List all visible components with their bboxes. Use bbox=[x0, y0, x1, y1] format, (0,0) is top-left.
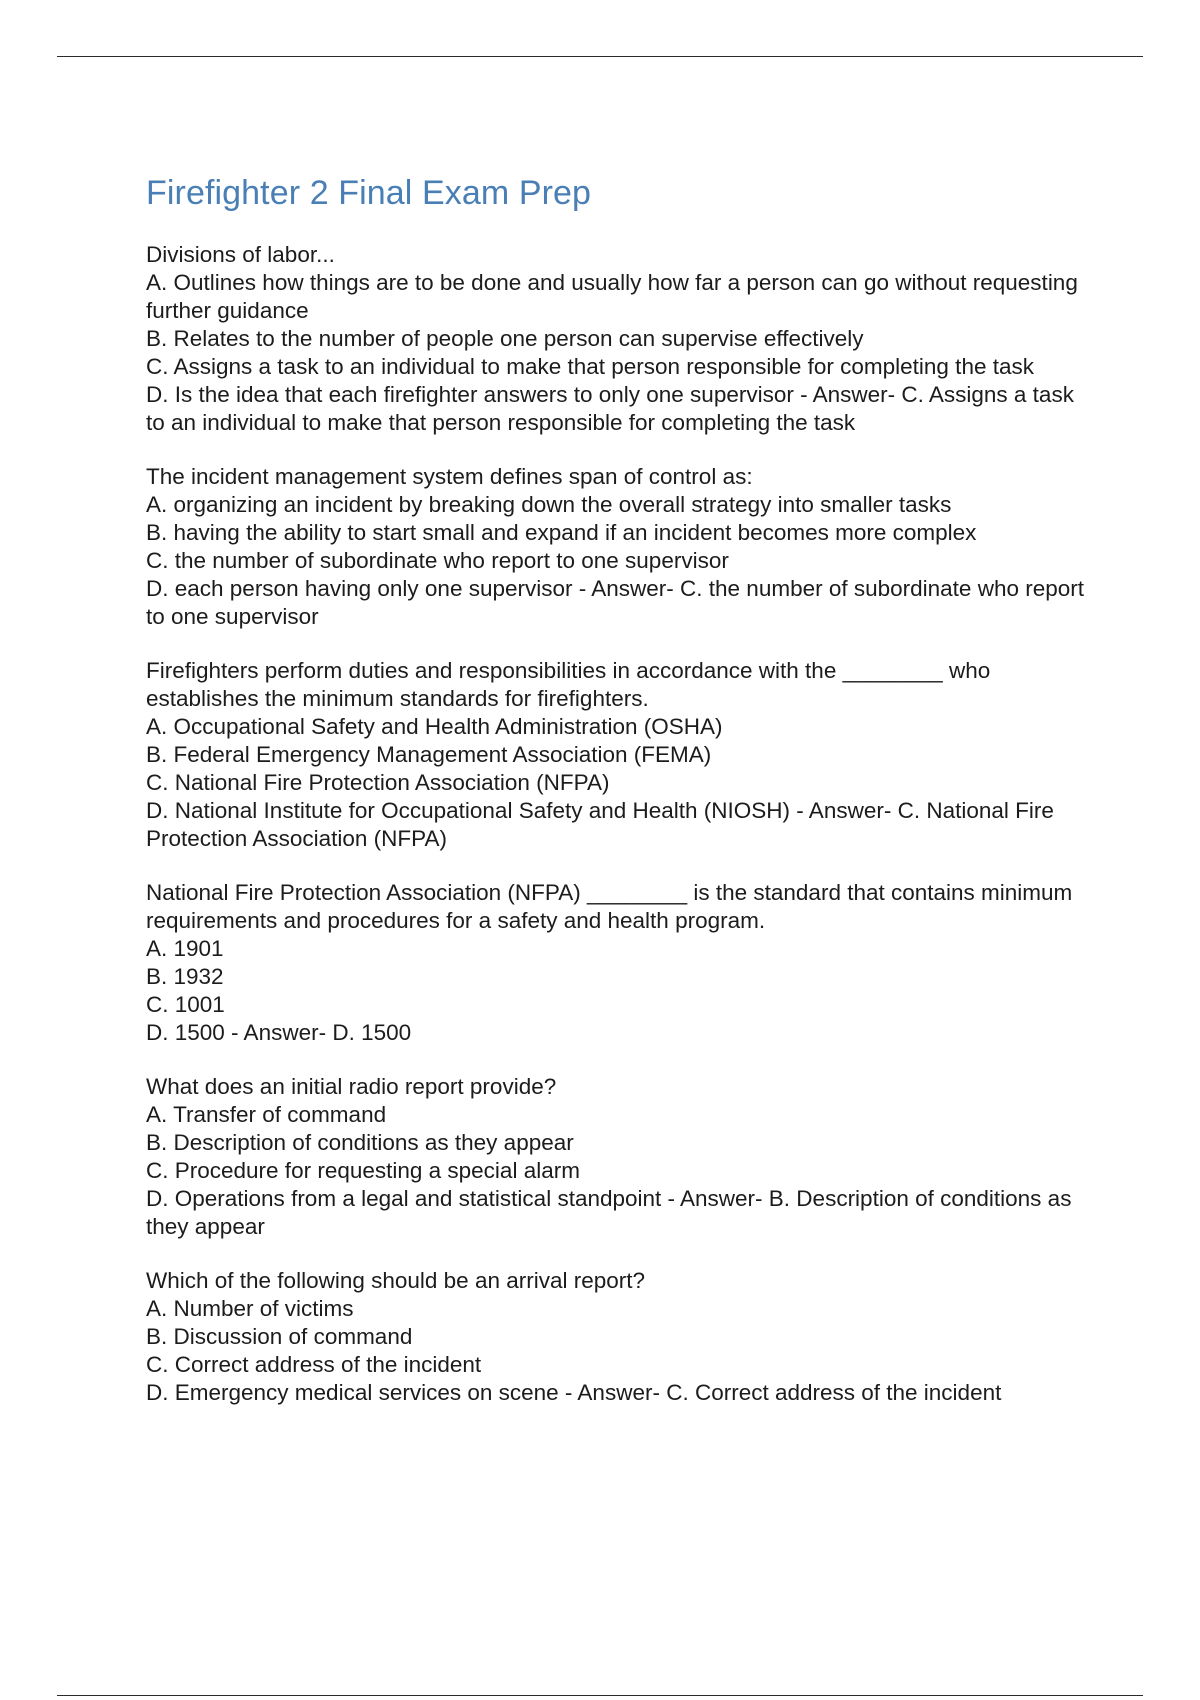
page-title: Firefighter 2 Final Exam Prep bbox=[146, 174, 592, 212]
question-block-5 bbox=[146, 1073, 1096, 1241]
question-text: Firefighters perform duties and responsibilities in accordance with the ________ who establishes the minimum standards for firefighters. bbox=[146, 658, 991, 711]
question-text: National Fire Protection Association (NFPA) ________ is the standard that contains minimum requirements and procedures for a safety and health program. bbox=[146, 880, 1073, 933]
option-a: A. Transfer of command bbox=[146, 1102, 387, 1127]
question-block-6 bbox=[146, 1267, 1096, 1407]
question-block-2 bbox=[146, 463, 1096, 631]
option-c: C. 1001 bbox=[146, 992, 225, 1017]
option-b: B. Description of conditions as they appear bbox=[146, 1130, 574, 1155]
option-d-with-answer: D. Is the idea that each firefighter answers to only one supervisor - Answer- C. Assigns a task to an individual to make that person responsible for completing the task bbox=[146, 382, 1074, 435]
option-b: B. Relates to the number of people one person can supervise effectively bbox=[146, 326, 864, 351]
question-text: Divisions of labor... bbox=[146, 242, 335, 267]
question-text: The incident management system defines span of control as: bbox=[146, 464, 753, 489]
option-b: B. 1932 bbox=[146, 964, 224, 989]
option-d-with-answer: D. National Institute for Occupational Safety and Health (NIOSH) - Answer- C. National Fire Protection Association (NFPA) bbox=[146, 798, 1054, 851]
option-a: A. organizing an incident by breaking down the overall strategy into smaller tasks bbox=[146, 492, 952, 517]
option-c: C. Assigns a task to an individual to make that person responsible for completing the task bbox=[146, 354, 1034, 379]
option-d-with-answer: D. 1500 - Answer- D. 1500 bbox=[146, 1020, 412, 1045]
option-c: C. National Fire Protection Association (NFPA) bbox=[146, 770, 610, 795]
top-divider bbox=[57, 56, 1143, 57]
option-d-with-answer: D. Operations from a legal and statistical standpoint - Answer- B. Description of conditions as they appear bbox=[146, 1186, 1072, 1239]
option-a: A. Number of victims bbox=[146, 1296, 354, 1321]
document-body bbox=[146, 172, 1096, 1433]
option-d-with-answer: D. Emergency medical services on scene - Answer- C. Correct address of the incident bbox=[146, 1380, 1002, 1405]
option-c: C. Correct address of the incident bbox=[146, 1352, 482, 1377]
option-d-with-answer: D. each person having only one supervisor - Answer- C. the number of subordinate who report to one supervisor bbox=[146, 576, 1085, 629]
option-a: A. Outlines how things are to be done and usually how far a person can go without requesting further guidance bbox=[146, 270, 1078, 323]
option-b: B. having the ability to start small and expand if an incident becomes more complex bbox=[146, 520, 977, 545]
option-a: A. 1901 bbox=[146, 936, 224, 961]
question-block-1 bbox=[146, 241, 1096, 437]
option-c: C. the number of subordinate who report to one supervisor bbox=[146, 548, 729, 573]
bottom-divider bbox=[57, 1695, 1143, 1696]
option-b: B. Discussion of command bbox=[146, 1324, 413, 1349]
question-text: Which of the following should be an arrival report? bbox=[146, 1268, 646, 1293]
option-c: C. Procedure for requesting a special alarm bbox=[146, 1158, 580, 1183]
question-block-3 bbox=[146, 657, 1096, 853]
question-block-4 bbox=[146, 879, 1096, 1047]
option-a: A. Occupational Safety and Health Administration (OSHA) bbox=[146, 714, 723, 739]
question-text: What does an initial radio report provide? bbox=[146, 1074, 557, 1099]
option-b: B. Federal Emergency Management Association (FEMA) bbox=[146, 742, 712, 767]
